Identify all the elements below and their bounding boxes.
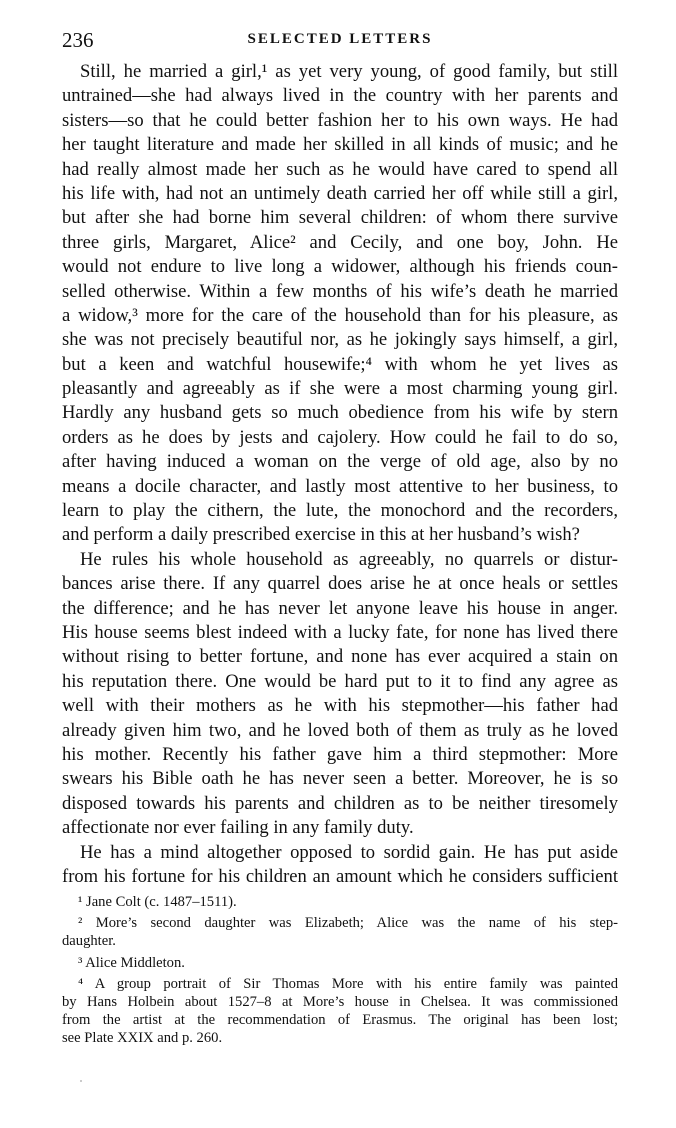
footnote-line: from the artist at the recommendation of Erasmus. The original has been lost; [62,1012,618,1029]
running-head: SELECTED LETTERS [247,31,433,47]
text-line: without rising to better fortune, and none has ever acquired a stain on [62,646,618,668]
text-line: already given him two, and he loved both of them as truly as he loved [62,719,618,741]
text-line: Hardly any husband gets so much obedience from his wife by stern [62,402,618,424]
text-line: the difference; and he has never let anyone leave his house in anger. [62,597,618,619]
text-line: He rules his whole household as agreeably, no quarrels or distur- [80,548,618,570]
text-line: she was not precisely beautiful nor, as he jokingly says himself, a girl, [62,329,618,351]
text-line: swears his Bible oath he has never seen a better. Moreover, he is so [62,768,618,790]
text-line: from his fortune for his children an amount which he considers sufficient [62,865,618,887]
page-number: 236 [62,28,94,52]
text-line: her taught literature and made her skilled in all kinds of music; and he [62,134,618,156]
footnote-line: ² More’s second daughter was Elizabeth; Alice was the name of his step- [78,915,618,932]
text-line: He has a mind altogether opposed to sordid gain. He has put aside [80,841,618,863]
text-line: his life with, had not an untimely death carried her off while still a girl, [62,182,618,204]
footnote-line: ⁴ A group portrait of Sir Thomas More with his entire family was painted [78,975,618,992]
text-line: affectionate nor ever failing in any family duty. [62,817,414,839]
text-line: had really almost made her such as he would have cared to spend all [62,158,618,180]
text-line: but a keen and watchful housewife;⁴ with whom he yet lives as [62,353,618,375]
text-line: a widow,³ more for the care of the household than for his pleasure, as [62,304,618,326]
text-line: his mother. Recently his father gave him a third stepmother: More [62,743,618,765]
footnote-line: see Plate XXIX and p. 260. [62,1030,223,1047]
text-line: well with their mothers as he with his stepmother—his father had [62,695,618,717]
page-speck [80,1080,82,1082]
text-line: pleasantly and agreeably as if she were a most charming young girl. [62,378,618,400]
footnotes [62,893,618,1048]
text-line: after having induced a woman on the verge of old age, also by no [62,451,618,473]
page-header [62,28,618,54]
text-line: sisters—so that he could better fashion her to his own ways. He had [62,109,618,131]
text-line: and perform a daily prescribed exercise in this at her husband’s wish? [62,524,580,546]
text-line: three girls, Margaret, Alice² and Cecily, and one boy, John. He [62,231,618,253]
footnote [62,893,618,911]
footnote [62,954,618,972]
footnote [62,914,618,950]
text-line: bances arise there. If any quarrel does arise he at once heals or settles [62,573,618,595]
text-line: learn to play the cithern, the lute, the monochord and the recorders, [62,500,618,522]
text-line: Still, he married a girl,¹ as yet very young, of good family, but still [80,61,618,82]
footnote-line: by Hans Holbein about 1527–8 at More’s house in Chelsea. It was commissioned [62,993,618,1010]
footnote [62,975,618,1048]
text-line: his reputation there. One would be hard put to it to find any agree as [62,670,618,692]
text-line: selled otherwise. Within a few months of his wife’s death he married [62,280,618,302]
text-line: but after she had borne him several children: of whom there survive [62,207,618,229]
footnote-line: ³ Alice Middleton. [78,954,185,971]
text-line: orders as he does by jests and cajolery. How could he fail to do so, [62,426,618,448]
footnote-line: ¹ Jane Colt (c. 1487–1511). [78,894,237,910]
text-line: would not endure to live long a widower, although his friends coun- [62,256,618,278]
text-line: disposed towards his parents and children as to be neither tiresomely [62,792,618,814]
text-line: untrained—she had always lived in the country with her parents and [62,85,618,107]
body-text [62,60,618,889]
footnote-line: daughter. [62,933,116,950]
text-line: His house seems blest indeed with a lucky fate, for none has lived there [62,621,618,643]
text-line: means a docile character, and lastly most attentive to her business, to [62,475,618,497]
